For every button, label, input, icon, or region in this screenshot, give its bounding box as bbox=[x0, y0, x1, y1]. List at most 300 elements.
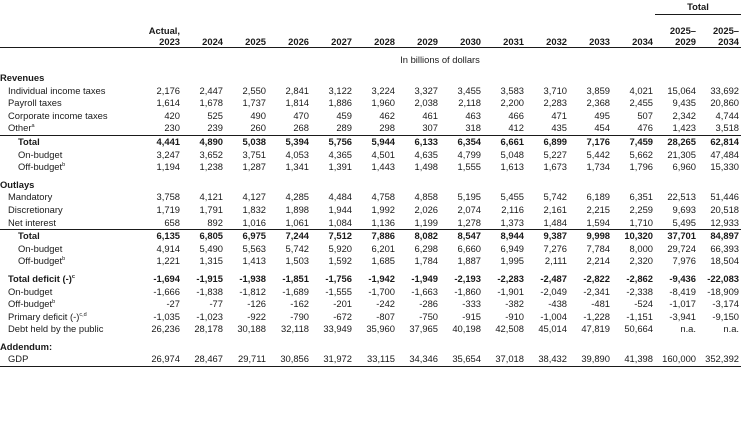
table-cell: 268 bbox=[293, 122, 309, 134]
table-cell: 2,026 bbox=[414, 203, 438, 215]
table-cell: -162 bbox=[290, 298, 309, 310]
table-cell: n.a. bbox=[723, 323, 740, 335]
footnote-marker: b bbox=[62, 256, 66, 263]
table-cell: 463 bbox=[465, 109, 481, 121]
row-label bbox=[0, 191, 139, 204]
table-cell: 230 bbox=[164, 122, 180, 134]
footnote-marker: c bbox=[71, 273, 75, 280]
table-cell: 47,484 bbox=[710, 148, 740, 160]
table-cell: 47,819 bbox=[581, 323, 610, 335]
table-cell: -1,949 bbox=[411, 272, 438, 284]
table-cell: 289 bbox=[336, 122, 352, 134]
table-cell: -1,812 bbox=[239, 285, 266, 297]
row-label-text: On-budget bbox=[8, 285, 53, 297]
table-cell: -8,419 bbox=[669, 285, 696, 297]
column-header-6: 2029 bbox=[397, 15, 440, 48]
table-cell: 435 bbox=[551, 122, 567, 134]
table-cell: 4,890 bbox=[182, 135, 225, 148]
table-cell: 9,387 bbox=[526, 230, 569, 243]
table-cell: 2,038 bbox=[414, 97, 438, 109]
table-cell: 1,391 bbox=[328, 161, 352, 173]
column-header-4: 2027 bbox=[311, 15, 354, 48]
total-group-heading: Total bbox=[655, 0, 741, 15]
table-cell: -18,909 bbox=[707, 285, 740, 297]
table-cell: 1,832 bbox=[242, 203, 266, 215]
table-cell: 22,513 bbox=[667, 191, 696, 203]
table-cell: 507 bbox=[637, 109, 653, 121]
table-cell: -1,694 bbox=[153, 272, 180, 284]
table-cell: 6,189 bbox=[586, 191, 610, 203]
table-cell: -201 bbox=[333, 298, 352, 310]
table-cell: 4,501 bbox=[371, 148, 395, 160]
table-cell: 35,654 bbox=[440, 353, 483, 366]
row-label-text: Debt held by the public bbox=[8, 323, 104, 335]
outlays-total-row bbox=[0, 230, 741, 243]
table-cell: 3,710 bbox=[543, 84, 567, 96]
table-cell: -922 bbox=[247, 310, 266, 322]
table-cell: 20,860 bbox=[710, 97, 740, 109]
table-cell: 4,758 bbox=[371, 191, 395, 203]
table-cell: 7,244 bbox=[268, 230, 311, 243]
row-label-text: Individual income taxes bbox=[8, 84, 106, 96]
table-cell: 2,550 bbox=[242, 84, 266, 96]
table-cell: 1,423 bbox=[672, 122, 696, 134]
table-cell: 38,432 bbox=[526, 353, 569, 366]
gdp-row bbox=[0, 353, 741, 366]
table-cell: 2,447 bbox=[199, 84, 223, 96]
table-cell: 29,711 bbox=[225, 353, 268, 366]
table-cell: 1,814 bbox=[285, 97, 309, 109]
table-cell: 4,441 bbox=[139, 135, 182, 148]
table-cell: 1,613 bbox=[500, 161, 524, 173]
table-cell: -77 bbox=[209, 298, 223, 310]
row-label bbox=[0, 255, 139, 268]
table-cell: -286 bbox=[419, 298, 438, 310]
table-cell: 1,673 bbox=[543, 161, 567, 173]
table-cell: 6,201 bbox=[371, 242, 395, 254]
revenues-off-budget-row bbox=[0, 161, 741, 174]
table-cell: 490 bbox=[250, 109, 266, 121]
table-cell: -1,700 bbox=[368, 285, 395, 297]
table-cell: 4,914 bbox=[156, 242, 180, 254]
table-cell: 4,744 bbox=[715, 109, 740, 121]
table-cell: -382 bbox=[505, 298, 524, 310]
table-cell: 15,064 bbox=[667, 84, 696, 96]
table-cell: -1,915 bbox=[196, 272, 223, 284]
table-cell: 37,018 bbox=[483, 353, 526, 366]
table-cell: -1,860 bbox=[454, 285, 481, 297]
table-cell: 1,373 bbox=[500, 216, 524, 228]
footnote-marker: c,d bbox=[79, 311, 87, 318]
table-cell: 2,118 bbox=[458, 97, 481, 109]
table-cell: 495 bbox=[594, 109, 610, 121]
table-cell: 1,484 bbox=[543, 216, 567, 228]
row-label-text: GDP bbox=[8, 353, 29, 365]
row-label bbox=[0, 243, 139, 256]
row-label-text: Off-budget bbox=[18, 255, 63, 267]
table-cell: 18,504 bbox=[710, 255, 740, 267]
column-header-8: 2031 bbox=[483, 15, 526, 48]
table-cell: 7,459 bbox=[612, 135, 655, 148]
table-cell: -750 bbox=[419, 310, 438, 322]
table-cell: 8,082 bbox=[397, 230, 440, 243]
table-cell: 1,898 bbox=[285, 203, 309, 215]
table-cell: 1,199 bbox=[414, 216, 438, 228]
table-cell: 892 bbox=[207, 216, 223, 228]
table-cell: 30,856 bbox=[268, 353, 311, 366]
table-cell: 471 bbox=[551, 109, 567, 121]
table-cell: 1,678 bbox=[199, 97, 223, 109]
table-cell: 9,998 bbox=[569, 230, 612, 243]
row-label-text: Total deficit (-) bbox=[8, 272, 72, 284]
revenues-heading-row bbox=[0, 72, 741, 85]
outlay-row bbox=[0, 204, 741, 217]
table-cell: 2,841 bbox=[285, 84, 309, 96]
row-label-text: Off-budget bbox=[8, 298, 53, 310]
table-cell: 6,805 bbox=[182, 230, 225, 243]
table-cell: 1,992 bbox=[371, 203, 395, 215]
row-label-text: Total bbox=[18, 230, 40, 242]
table-cell: -2,049 bbox=[540, 285, 567, 297]
table-cell: 658 bbox=[164, 216, 180, 228]
row-label bbox=[0, 311, 139, 324]
table-cell: 6,298 bbox=[414, 242, 438, 254]
table-cell: 2,283 bbox=[543, 97, 567, 109]
row-label-text: Corporate income taxes bbox=[8, 109, 108, 121]
table-cell: 5,048 bbox=[500, 148, 524, 160]
table-cell: 1,734 bbox=[586, 161, 610, 173]
table-cell: 1,238 bbox=[199, 161, 223, 173]
table-cell: 1,995 bbox=[500, 255, 524, 267]
table-cell: 51,446 bbox=[710, 191, 740, 203]
table-cell: 298 bbox=[379, 122, 395, 134]
column-header-5: 2028 bbox=[354, 15, 397, 48]
table-cell: 5,394 bbox=[268, 135, 311, 148]
row-label bbox=[0, 97, 139, 110]
table-cell: 1,784 bbox=[414, 255, 438, 267]
table-cell: -1,663 bbox=[411, 285, 438, 297]
table-cell: 4,365 bbox=[328, 148, 352, 160]
year-header-row bbox=[0, 15, 741, 48]
table-cell: 20,518 bbox=[710, 203, 740, 215]
table-cell: -1,228 bbox=[583, 310, 610, 322]
table-cell: 3,652 bbox=[199, 148, 223, 160]
header-total-group-row bbox=[0, 0, 741, 15]
row-label-text: Net interest bbox=[8, 216, 56, 228]
table-cell: 1,221 bbox=[156, 255, 180, 267]
table-cell: 5,742 bbox=[543, 191, 567, 203]
table-cell: -915 bbox=[462, 310, 481, 322]
table-cell: 307 bbox=[422, 122, 438, 134]
table-cell: 41,398 bbox=[612, 353, 655, 366]
row-label-text: Other bbox=[8, 122, 32, 134]
debt-held-row bbox=[0, 323, 741, 336]
table-cell: 1,960 bbox=[371, 97, 395, 109]
table-cell: 1,737 bbox=[242, 97, 266, 109]
table-cell: -27 bbox=[166, 298, 180, 310]
table-cell: 1,592 bbox=[328, 255, 352, 267]
table-cell: 2,176 bbox=[156, 84, 180, 96]
table-cell: -2,862 bbox=[626, 272, 653, 284]
table-cell: -1,666 bbox=[153, 285, 180, 297]
table-cell: 4,053 bbox=[285, 148, 309, 160]
table-cell: 7,512 bbox=[311, 230, 354, 243]
total-deficit-row bbox=[0, 273, 741, 286]
revenues-heading: Revenues bbox=[0, 72, 45, 83]
table-cell: 2,116 bbox=[501, 203, 524, 215]
revenue-row bbox=[0, 85, 741, 98]
table-cell: -22,083 bbox=[707, 272, 740, 284]
column-header-9: 2032 bbox=[526, 15, 569, 48]
row-label bbox=[0, 204, 139, 217]
column-header-2: 2025 bbox=[225, 15, 268, 48]
column-header-0: Actual, 2023 bbox=[139, 15, 182, 48]
row-label bbox=[0, 286, 139, 299]
table-cell: 1,944 bbox=[328, 203, 352, 215]
table-cell: 39,890 bbox=[569, 353, 612, 366]
table-cell: 1,614 bbox=[156, 97, 180, 109]
table-cell: 37,965 bbox=[409, 323, 438, 335]
table-cell: 4,484 bbox=[328, 191, 352, 203]
table-cell: -3,941 bbox=[669, 310, 696, 322]
deficit-on-budget-row bbox=[0, 286, 741, 299]
table-cell: 318 bbox=[465, 122, 481, 134]
table-cell: -790 bbox=[290, 310, 309, 322]
row-label-text: On-budget bbox=[18, 148, 63, 160]
revenue-row bbox=[0, 122, 741, 135]
table-cell: 28,467 bbox=[182, 353, 225, 366]
table-cell: 9,435 bbox=[672, 97, 696, 109]
table-cell: 352,392 bbox=[698, 353, 741, 366]
table-cell: 6,660 bbox=[457, 242, 481, 254]
addendum-heading: Addendum: bbox=[0, 340, 53, 352]
table-cell: 1,498 bbox=[414, 161, 438, 173]
table-cell: 7,976 bbox=[672, 255, 696, 267]
table-cell: 3,455 bbox=[457, 84, 481, 96]
table-cell: 239 bbox=[207, 122, 223, 134]
table-cell: -2,193 bbox=[454, 272, 481, 284]
table-body bbox=[0, 48, 741, 367]
table-cell: 160,000 bbox=[655, 353, 698, 366]
table-cell: 6,135 bbox=[139, 230, 182, 243]
table-cell: -1,938 bbox=[239, 272, 266, 284]
row-label bbox=[0, 273, 139, 286]
table-cell: 8,547 bbox=[440, 230, 483, 243]
column-header-7: 2030 bbox=[440, 15, 483, 48]
table-cell: 1,315 bbox=[199, 255, 223, 267]
table-cell: 3,751 bbox=[242, 148, 266, 160]
table-cell: 5,495 bbox=[672, 216, 696, 228]
row-label-text: On-budget bbox=[18, 242, 63, 254]
table-cell: -524 bbox=[634, 298, 653, 310]
table-cell: 12,933 bbox=[710, 216, 740, 228]
table-cell: -2,487 bbox=[540, 272, 567, 284]
table-cell: 525 bbox=[207, 109, 223, 121]
row-label bbox=[0, 230, 139, 243]
table-cell: -2,338 bbox=[626, 285, 653, 297]
revenues-on-budget-row bbox=[0, 149, 741, 162]
table-cell: 4,021 bbox=[629, 84, 653, 96]
table-cell: 8,000 bbox=[629, 242, 653, 254]
footnote-marker: a bbox=[31, 123, 35, 130]
table-cell: 1,887 bbox=[457, 255, 481, 267]
table-cell: -807 bbox=[376, 310, 395, 322]
table-cell: 1,443 bbox=[371, 161, 395, 173]
table-cell: 84,897 bbox=[698, 230, 741, 243]
table-cell: 470 bbox=[293, 109, 309, 121]
table-cell: 5,920 bbox=[328, 242, 352, 254]
table-cell: -1,555 bbox=[325, 285, 352, 297]
table-cell: 5,490 bbox=[199, 242, 223, 254]
outlay-row bbox=[0, 217, 741, 230]
table-cell: 3,859 bbox=[586, 84, 610, 96]
table-cell: 2,111 bbox=[544, 255, 567, 267]
row-label bbox=[0, 85, 139, 98]
table-cell: 3,758 bbox=[156, 191, 180, 203]
table-cell: 476 bbox=[637, 122, 653, 134]
row-label-text: Off-budget bbox=[18, 161, 63, 173]
table-cell: 1,719 bbox=[156, 203, 180, 215]
table-cell: 3,327 bbox=[414, 84, 438, 96]
table-cell: 4,635 bbox=[414, 148, 438, 160]
table-cell: 2,455 bbox=[629, 97, 653, 109]
table-cell: 50,664 bbox=[624, 323, 653, 335]
table-cell: -1,023 bbox=[196, 310, 223, 322]
deficit-off-budget-row bbox=[0, 298, 741, 311]
revenue-row bbox=[0, 97, 741, 110]
table-cell: 5,563 bbox=[242, 242, 266, 254]
table-cell: 2,214 bbox=[586, 255, 610, 267]
table-cell: 2,215 bbox=[586, 203, 610, 215]
outlays-on-budget-row bbox=[0, 243, 741, 256]
table-cell: 1,503 bbox=[285, 255, 309, 267]
outlays-heading: Outlays bbox=[0, 178, 35, 190]
table-cell: 29,724 bbox=[667, 242, 696, 254]
table-cell: 1,594 bbox=[586, 216, 610, 228]
row-label-text: Mandatory bbox=[8, 191, 53, 203]
table-cell: -481 bbox=[591, 298, 610, 310]
table-cell: 5,756 bbox=[311, 135, 354, 148]
row-label-text: Primary deficit (-) bbox=[8, 310, 80, 322]
table-cell: 15,330 bbox=[710, 161, 740, 173]
row-label bbox=[0, 135, 139, 148]
row-label bbox=[0, 217, 139, 230]
table-cell: 62,814 bbox=[698, 135, 741, 148]
footnote-marker: b bbox=[52, 298, 56, 305]
table-cell: 6,351 bbox=[629, 191, 653, 203]
table-cell: 1,413 bbox=[242, 255, 266, 267]
table-cell: 26,236 bbox=[151, 323, 180, 335]
table-cell: 2,161 bbox=[543, 203, 567, 215]
table-cell: 21,305 bbox=[667, 148, 696, 160]
table-cell: 2,200 bbox=[500, 97, 524, 109]
table-cell: -438 bbox=[548, 298, 567, 310]
table-cell: 2,320 bbox=[629, 255, 653, 267]
table-cell: 5,442 bbox=[586, 148, 610, 160]
table-cell: 33,692 bbox=[710, 84, 740, 96]
table-cell: 4,799 bbox=[457, 148, 481, 160]
table-cell: 66,393 bbox=[710, 242, 740, 254]
table-cell: 5,455 bbox=[500, 191, 524, 203]
table-cell: 2,074 bbox=[457, 203, 481, 215]
table-cell: 6,899 bbox=[526, 135, 569, 148]
table-cell: 2,342 bbox=[672, 109, 696, 121]
row-label-text: Discretionary bbox=[8, 203, 63, 215]
table-cell: 1,287 bbox=[242, 161, 266, 173]
table-cell: 6,949 bbox=[500, 242, 524, 254]
table-cell: 30,188 bbox=[237, 323, 266, 335]
table-cell: 37,701 bbox=[655, 230, 698, 243]
outlay-row bbox=[0, 191, 741, 204]
table-cell: 459 bbox=[336, 109, 352, 121]
table-cell: 5,227 bbox=[543, 148, 567, 160]
table-cell: 1,886 bbox=[328, 97, 352, 109]
row-label-text: Payroll taxes bbox=[8, 97, 62, 109]
table-cell: n.a. bbox=[680, 323, 696, 335]
table-cell: -1,838 bbox=[196, 285, 223, 297]
table-cell: -2,822 bbox=[583, 272, 610, 284]
table-cell: 1,685 bbox=[371, 255, 395, 267]
table-cell: 3,247 bbox=[156, 148, 180, 160]
table-cell: 9,693 bbox=[672, 203, 696, 215]
column-header-1: 2024 bbox=[182, 15, 225, 48]
table-cell: -333 bbox=[462, 298, 481, 310]
row-label bbox=[0, 353, 139, 366]
table-cell: 5,662 bbox=[629, 148, 653, 160]
table-cell: 5,195 bbox=[457, 191, 481, 203]
table-cell: -1,017 bbox=[669, 298, 696, 310]
table-cell: 5,944 bbox=[354, 135, 397, 148]
table-cell: 1,061 bbox=[285, 216, 309, 228]
row-label bbox=[0, 323, 139, 336]
table-cell: 42,508 bbox=[495, 323, 524, 335]
table-cell: 4,285 bbox=[285, 191, 309, 203]
table-cell: 4,121 bbox=[199, 191, 223, 203]
table-cell: 3,224 bbox=[371, 84, 395, 96]
row-label bbox=[0, 298, 139, 311]
table-cell: 1,194 bbox=[156, 161, 180, 173]
table-cell: 1,555 bbox=[457, 161, 481, 173]
table-cell: 10,320 bbox=[612, 230, 655, 243]
table-cell: 462 bbox=[379, 109, 395, 121]
table-cell: -1,151 bbox=[626, 310, 653, 322]
table-cell: 461 bbox=[422, 109, 438, 121]
column-header-13: 2025– 2034 bbox=[698, 15, 741, 48]
table-cell: 1,341 bbox=[285, 161, 309, 173]
table-cell: 6,661 bbox=[483, 135, 526, 148]
primary-deficit-row bbox=[0, 311, 741, 324]
table-cell: -910 bbox=[505, 310, 524, 322]
table-cell: -1,851 bbox=[282, 272, 309, 284]
table-cell: -242 bbox=[376, 298, 395, 310]
table-cell: 1,710 bbox=[629, 216, 653, 228]
table-cell: 1,796 bbox=[629, 161, 653, 173]
table-cell: -2,283 bbox=[497, 272, 524, 284]
table-cell: 3,518 bbox=[715, 122, 740, 134]
table-cell: 7,176 bbox=[569, 135, 612, 148]
units-row bbox=[0, 48, 741, 73]
revenue-row bbox=[0, 110, 741, 123]
table-cell: 3,583 bbox=[500, 84, 524, 96]
table-cell: 5,742 bbox=[285, 242, 309, 254]
table-cell: 2,368 bbox=[586, 97, 610, 109]
table-cell: 466 bbox=[508, 109, 524, 121]
table-cell: 7,784 bbox=[586, 242, 610, 254]
table-cell: -1,942 bbox=[368, 272, 395, 284]
outlays-off-budget-row bbox=[0, 255, 741, 268]
table-cell: 34,346 bbox=[397, 353, 440, 366]
footnote-marker: b bbox=[62, 162, 66, 169]
